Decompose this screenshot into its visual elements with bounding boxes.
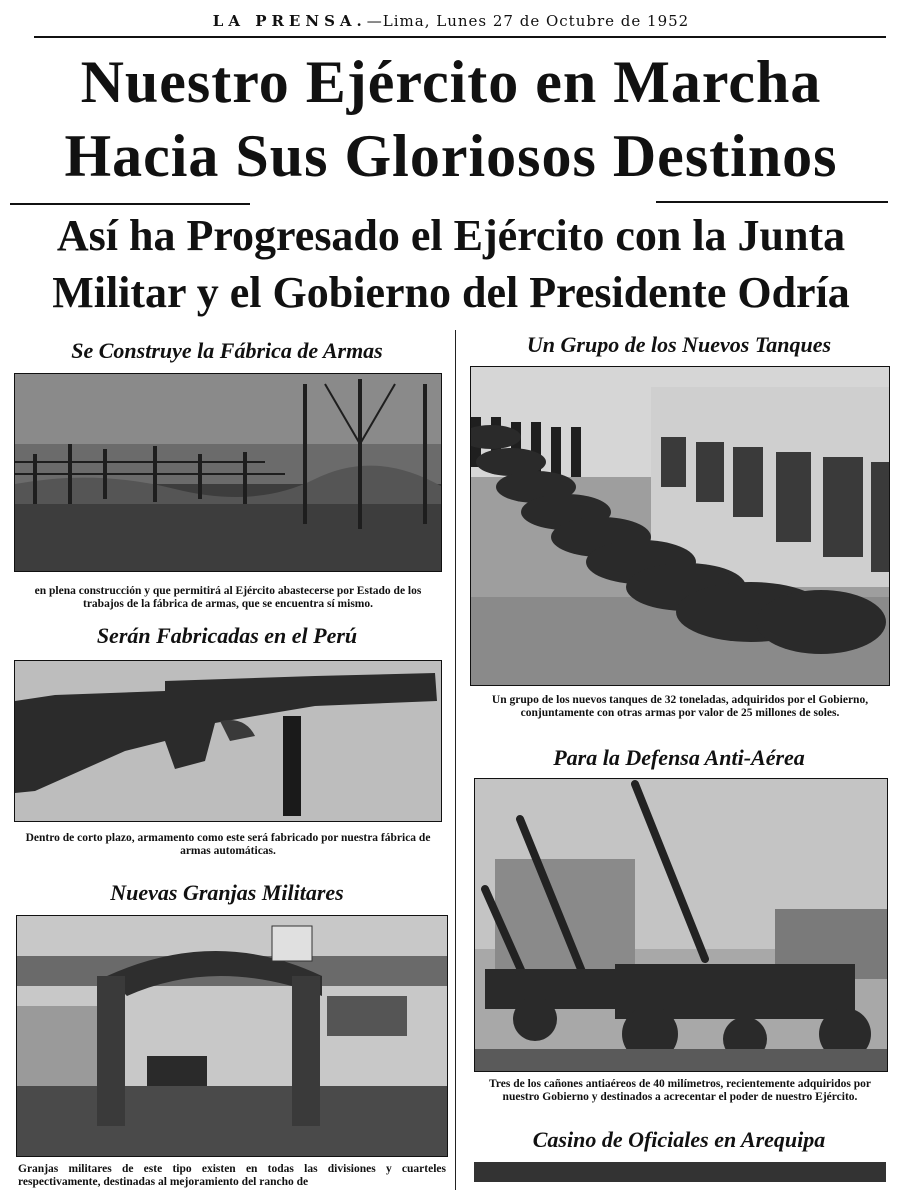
headline-line-2: Hacia Sus Gloriosos Destinos	[64, 123, 838, 189]
caption-new-tanks: Un grupo de los nuevos tanques de 32 toneladas, adquiridos por el Gobierno, conjuntamente con otras armas por valor de 25 millones de soles.	[491, 694, 869, 719]
newspaper-name: LA PRENSA.	[212, 12, 367, 30]
caption-automatic-rifle: Dentro de corto plazo, armamento como este será fabricado por nuestra fábrica de armas automáticas.	[25, 832, 431, 857]
divider-right	[656, 201, 888, 203]
section-title-officers-casino: Casino de Oficiales en Arequipa	[532, 1127, 826, 1152]
section-title-arms-factory: Se Construye la Fábrica de Armas	[71, 338, 383, 363]
divider-left	[10, 203, 250, 205]
photo-arms-factory-construction	[14, 373, 442, 572]
subheadline-line-1: Así ha Progresado el Ejército con la Junta	[56, 211, 846, 260]
section-title-made-in-peru: Serán Fabricadas en el Perú	[96, 623, 358, 648]
column-divider	[455, 330, 456, 1190]
caption-military-farm: Granjas militares de este tipo existen en todas las divisiones y cuarteles respectivamente, destinadas al mejoramiento del rancho de	[18, 1163, 446, 1188]
photo-anti-aircraft-guns	[474, 778, 888, 1072]
masthead-rule	[34, 36, 886, 38]
caption-arms-factory: en plena construcción y que permitirá al Ejército abastecerse por Estado de los trabajos de la fábrica de armas, que se encuentra sí mismo.	[34, 585, 422, 610]
masthead	[0, 12, 902, 30]
caption-anti-aircraft-guns: Tres de los cañones antiaéreos de 40 milímetros, recientemente adquiridos por nuestro Gobierno y destinados a acrecentar el poder de nuestro Ejército.	[489, 1078, 871, 1103]
subheadline-line-2: Militar y el Gobierno del Presidente Odría	[52, 268, 850, 317]
photo-new-tanks	[470, 366, 890, 686]
dateline: —Lima, Lunes 27 de Octubre de 1952	[366, 12, 690, 30]
headline-line-1: Nuestro Ejército en Marcha	[80, 49, 822, 115]
photo-officers-casino-edge	[474, 1162, 886, 1182]
section-title-military-farms: Nuevas Granjas Militares	[110, 880, 344, 905]
section-title-new-tanks: Un Grupo de los Nuevos Tanques	[526, 332, 832, 357]
photo-military-farm	[16, 915, 448, 1157]
section-title-anti-aircraft: Para la Defensa Anti-Aérea	[553, 745, 805, 770]
photo-automatic-rifle	[14, 660, 442, 822]
